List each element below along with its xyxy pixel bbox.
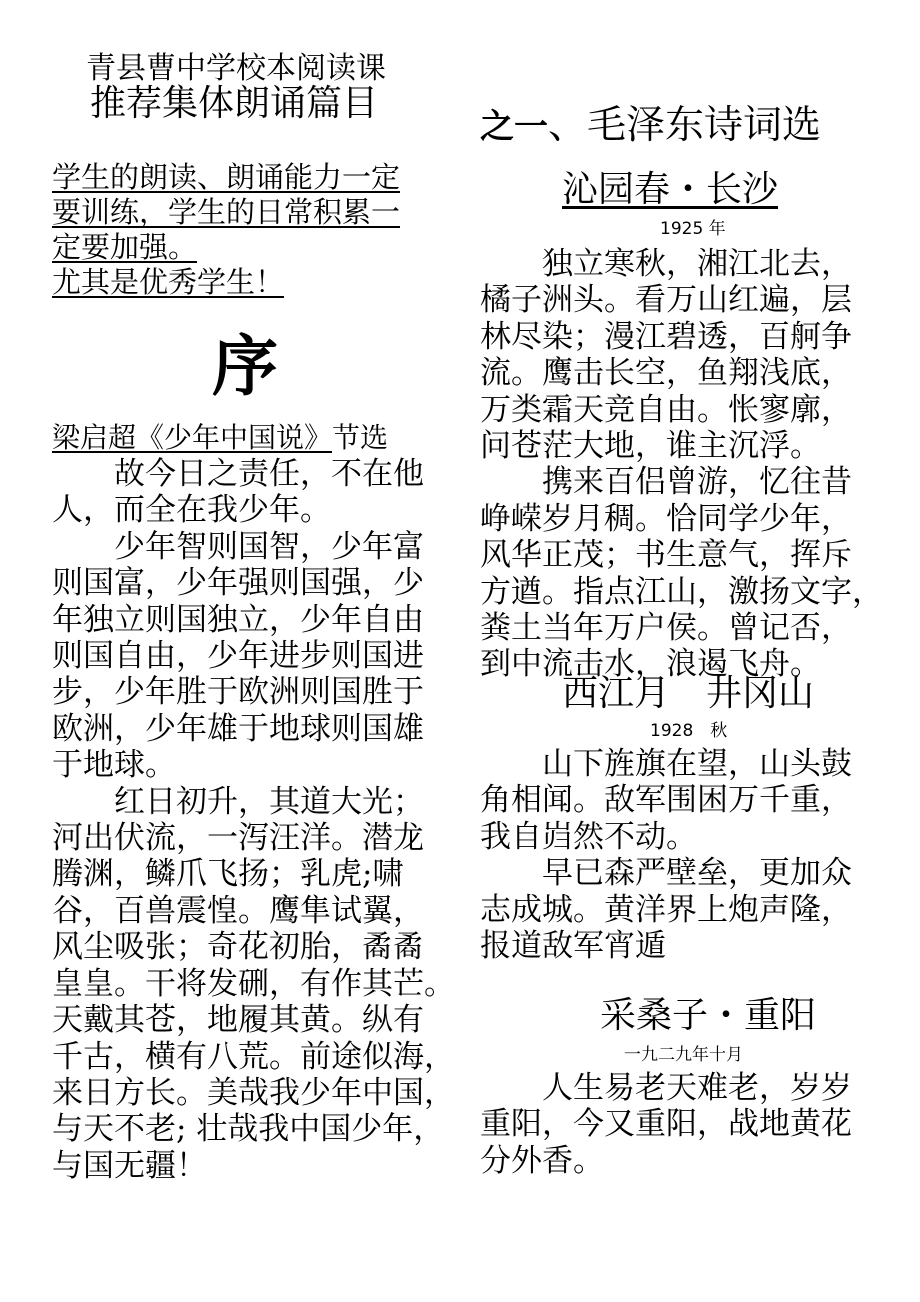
text-line: 与天不老; 壮哉我中国少年， xyxy=(52,1111,445,1148)
text-line: 天戴其苍，地履其黄。纵有 xyxy=(52,1002,424,1039)
poem-title: 采桑子・重阳 xyxy=(600,995,817,1036)
poem-date: 一九二九年十月 xyxy=(624,1045,743,1065)
text-line: 报道敌军宵遁 xyxy=(480,928,666,965)
poem-date: 1928 秋 xyxy=(650,721,728,741)
text-line: 皇皇。干将发硎，有作其芒。 xyxy=(52,965,455,1002)
preface-source-suffix: 节选 xyxy=(332,421,389,454)
text-line: 方遒。指点江山，激扬文字， xyxy=(480,573,883,610)
series-prefix: 之一 xyxy=(480,107,548,147)
text-line: 则国富，少年强则国强，少 xyxy=(52,565,424,602)
text-line: 风华正茂；书生意气，挥斥 xyxy=(480,537,852,574)
text-line: 千古，横有八荒。前途似海， xyxy=(52,1038,455,1075)
text-line: 与国无疆！ xyxy=(52,1147,207,1184)
text-line: 粪土当年万户侯。曾记否， xyxy=(480,610,852,647)
text-line: 角相闻。敌军围困万千重， xyxy=(480,782,852,819)
poem-title: 西江月 井冈山 xyxy=(562,673,815,714)
text-line: 河出伏流，一泻汪洋。潜龙 xyxy=(52,820,424,857)
preface-source-title: 梁启超《少年中国说》 xyxy=(52,421,333,454)
poem-title: 沁园春・长沙 xyxy=(562,169,779,210)
text-line: 红日初升，其道大光； xyxy=(52,783,424,820)
text-line: 我自岿然不动。 xyxy=(480,818,697,855)
text-line: 少年智则国智，少年富 xyxy=(52,528,424,565)
text-line: 步，少年胜于欧洲则国胜于 xyxy=(52,674,424,711)
text-line: 林尽染；漫江碧透，百舸争 xyxy=(480,318,852,355)
text-line: 则国自由，少年进步则国进 xyxy=(52,638,424,675)
text-line: 志成城。黄洋界上炮声隆， xyxy=(480,891,852,928)
text-line: 橘子洲头。看万山红遍，层 xyxy=(480,282,852,319)
poem-text xyxy=(480,1070,872,1179)
text-line: 腾渊，鳞爪飞扬；乳虎;啸 xyxy=(52,856,404,893)
text-line: 重阳，今又重阳，战地黄花 xyxy=(480,1106,852,1143)
poem-text xyxy=(480,746,872,964)
header-line2: 推荐集体朗诵篇目 xyxy=(90,83,379,124)
poem-text xyxy=(480,246,883,683)
text-line: 峥嵘岁月稠。恰同学少年， xyxy=(480,500,852,537)
text-line: 于地球。 xyxy=(52,747,176,784)
text-line: 年独立则国独立，少年自由 xyxy=(52,601,424,638)
preface-source xyxy=(52,420,388,456)
notice-line: 学生的朗读、朗诵能力一定 xyxy=(52,160,401,194)
text-line: 独立寒秋，湘江北去， xyxy=(480,246,852,282)
text-line: 万类霜天竞自由。怅寥廓， xyxy=(480,391,852,428)
text-line: 山下旌旗在望，山头鼓 xyxy=(480,746,852,782)
poem-date: 1925 年 xyxy=(660,219,726,239)
series-title: 、毛泽东诗词选 xyxy=(548,103,822,148)
text-line: 人生易老天难老，岁岁 xyxy=(480,1070,852,1106)
text-line: 欧洲，少年雄于地球则国雄 xyxy=(52,710,424,747)
text-line: 问苍茫大地，谁主沉浮。 xyxy=(480,428,821,465)
notice-line: 定要加强。 xyxy=(52,230,198,264)
text-line: 来日方长。美哉我少年中国， xyxy=(52,1074,455,1111)
preface-text xyxy=(52,456,455,1184)
preface-heading: 序 xyxy=(212,328,278,405)
text-line: 到中流击水，浪遏飞舟。 xyxy=(480,646,821,683)
series-heading xyxy=(480,102,821,151)
header-line1: 青县曹中学校本阅读课 xyxy=(86,51,386,86)
text-line: 早已森严壁垒，更加众 xyxy=(480,855,852,892)
text-line: 风尘吸张；奇花初胎，矞矞 xyxy=(52,929,424,966)
notice-line: 尤其是优秀学生！ xyxy=(52,265,285,299)
text-line: 故今日之责任，不在他 xyxy=(52,456,424,492)
text-line: 谷，百兽震惶。鹰隼试翼， xyxy=(52,892,424,929)
text-line: 分外香。 xyxy=(480,1142,604,1179)
notice-block xyxy=(52,160,442,300)
notice-line: 要训练，学生的日常积累一 xyxy=(52,195,401,229)
text-line: 携来百侣曾游，忆往昔 xyxy=(480,464,852,501)
text-line: 流。鹰击长空，鱼翔浅底， xyxy=(480,355,852,392)
text-line: 人，而全在我少年。 xyxy=(52,492,331,529)
